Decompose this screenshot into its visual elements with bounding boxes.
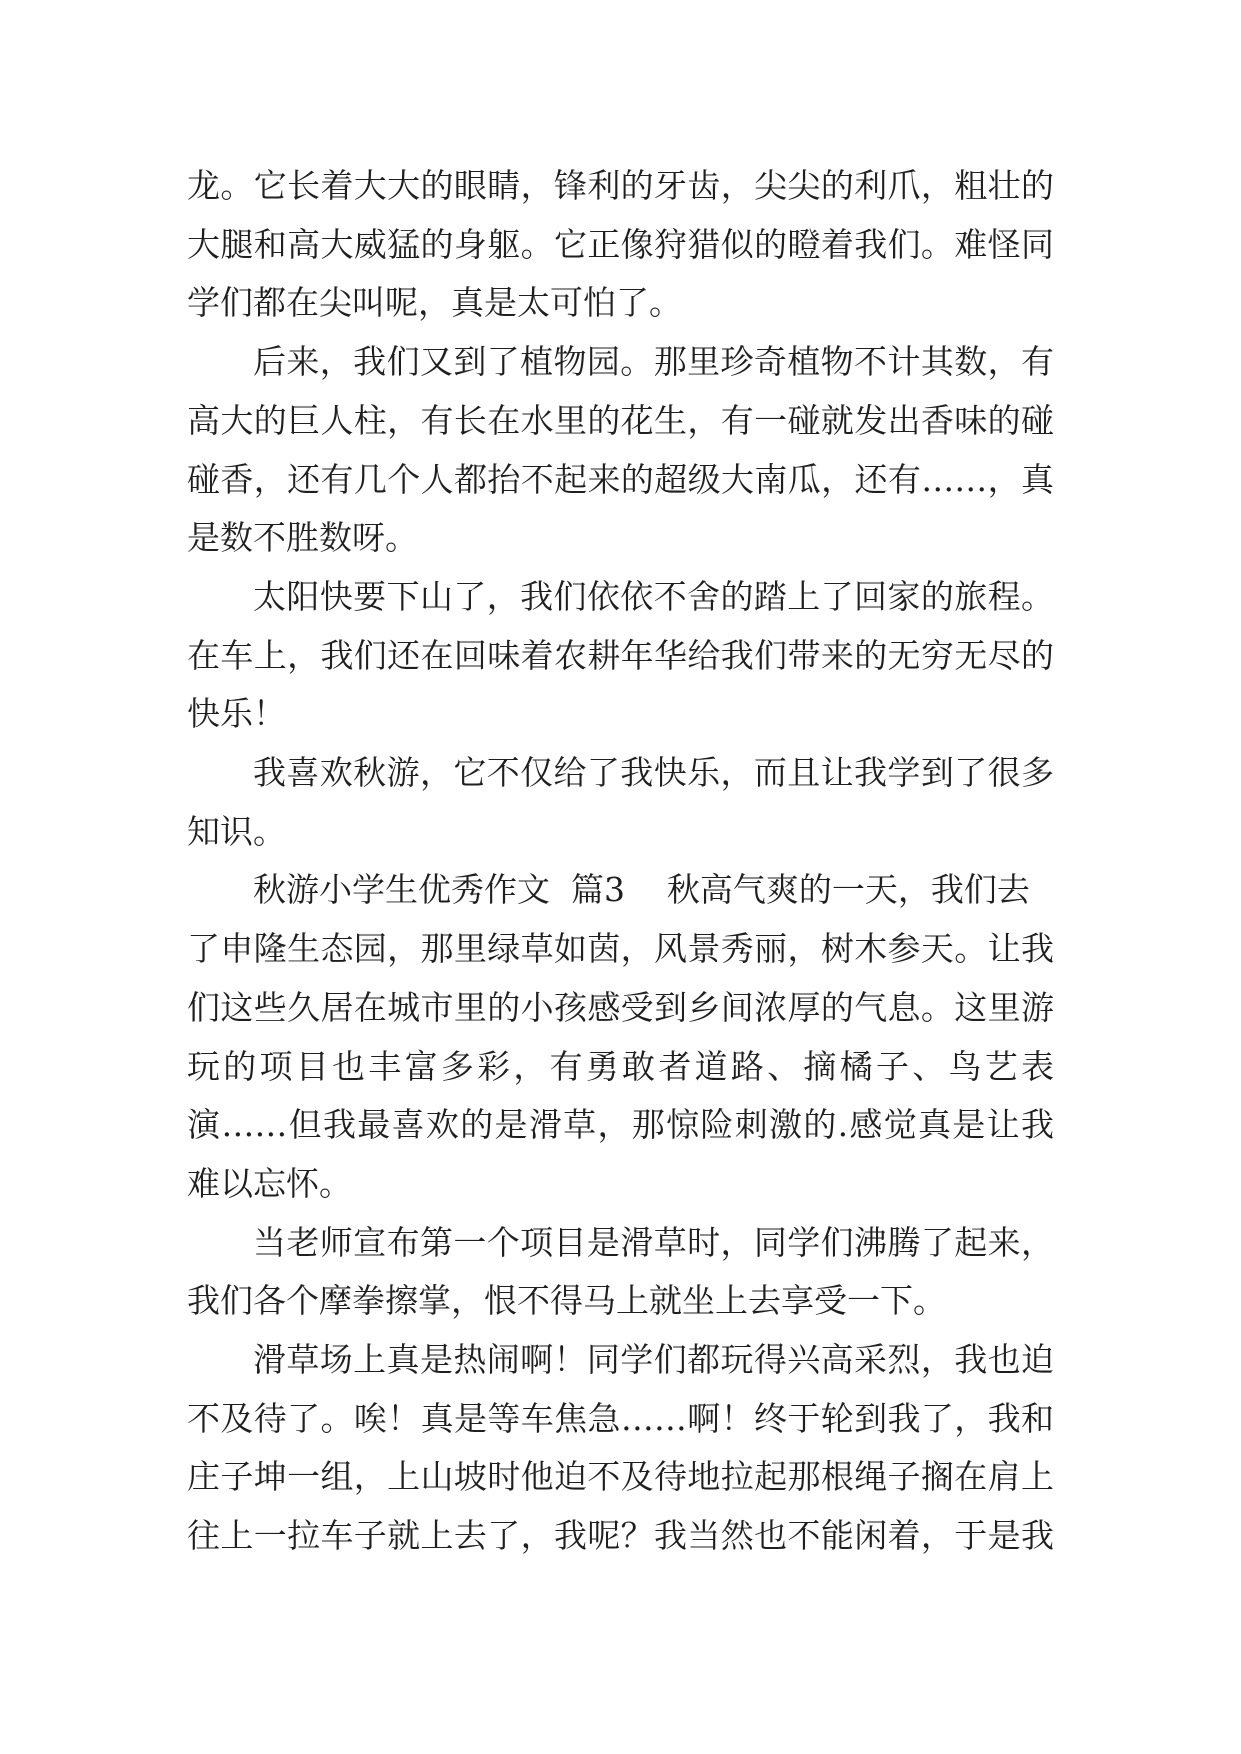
text-line: 难以忘怀。 (187, 1163, 352, 1203)
paragraph (187, 861, 1054, 1213)
text-line: 是数不胜数呀。 (187, 518, 418, 558)
text-line: 我们各个摩拳擦掌，恨不得马上就坐上去享受一下。 (187, 1281, 946, 1321)
text-line: 了申隆生态园，那里绿草如茵，风景秀丽，树木参天。让我 (187, 929, 1054, 969)
text-line: 大腿和高大威猛的身躯。它正像狩猎似的瞪着我们。难怪同 (187, 224, 1054, 264)
text-line: 当老师宣布第一个项目是滑草时，同学们沸腾了起来， (253, 1222, 1054, 1262)
text-line: 学们都在尖叫呢，真是太可怕了。 (187, 283, 682, 323)
paragraph (187, 1214, 1054, 1331)
text-line: 后来，我们又到了植物园。那里珍奇植物不计其数，有 (253, 342, 1054, 382)
document-body (187, 157, 1054, 1566)
paragraph (187, 744, 1054, 861)
text-line: 庄子坤一组，上山坡时他迫不及待地拉起那根绳子搁在肩上 (187, 1457, 1054, 1497)
text-line: 滑草场上真是热闹啊！同学们都玩得兴高采烈，我也迫 (253, 1340, 1054, 1380)
paragraph (187, 1331, 1054, 1566)
text-line: 快乐！ (187, 694, 286, 734)
text-line: 高大的巨人柱，有长在水里的花生，有一碰就发出香味的碰 (187, 400, 1054, 440)
text-line: 我喜欢秋游，它不仅给了我快乐，而且让我学到了很多 (253, 753, 1054, 793)
paragraph (187, 157, 1054, 333)
text-line: 知识。 (187, 811, 286, 851)
paragraph (187, 568, 1054, 744)
section-heading-line: 秋游小学生优秀作文 篇3 秋高气爽的一天，我们去 (253, 870, 1030, 910)
text-line: 们这些久居在城市里的小孩感受到乡间浓厚的气息。这里游 (187, 987, 1054, 1027)
text-line: 往上一拉车子就上去了，我呢？我当然也不能闲着，于是我 (187, 1516, 1054, 1556)
text-line: 龙。它长着大大的眼睛，锋利的牙齿，尖尖的利爪，粗壮的 (187, 166, 1054, 205)
text-line: 在车上，我们还在回味着农耕年华给我们带来的无穷无尽的 (187, 635, 1054, 675)
text-line: 玩的项目也丰富多彩，有勇敢者道路、摘橘子、鸟艺表 (187, 1046, 1054, 1086)
text-line: 碰香，还有几个人都抬不起来的超级大南瓜，还有……，真 (187, 459, 1054, 499)
paragraph (187, 333, 1054, 568)
text-line: 演……但我最喜欢的是滑草，那惊险刺激的.感觉真是让我 (187, 1105, 1054, 1145)
text-line: 不及待了。唉！真是等车焦急……啊！终于轮到我了，我和 (187, 1398, 1054, 1438)
text-line: 太阳快要下山了，我们依依不舍的踏上了回家的旅程。 (253, 576, 1054, 616)
